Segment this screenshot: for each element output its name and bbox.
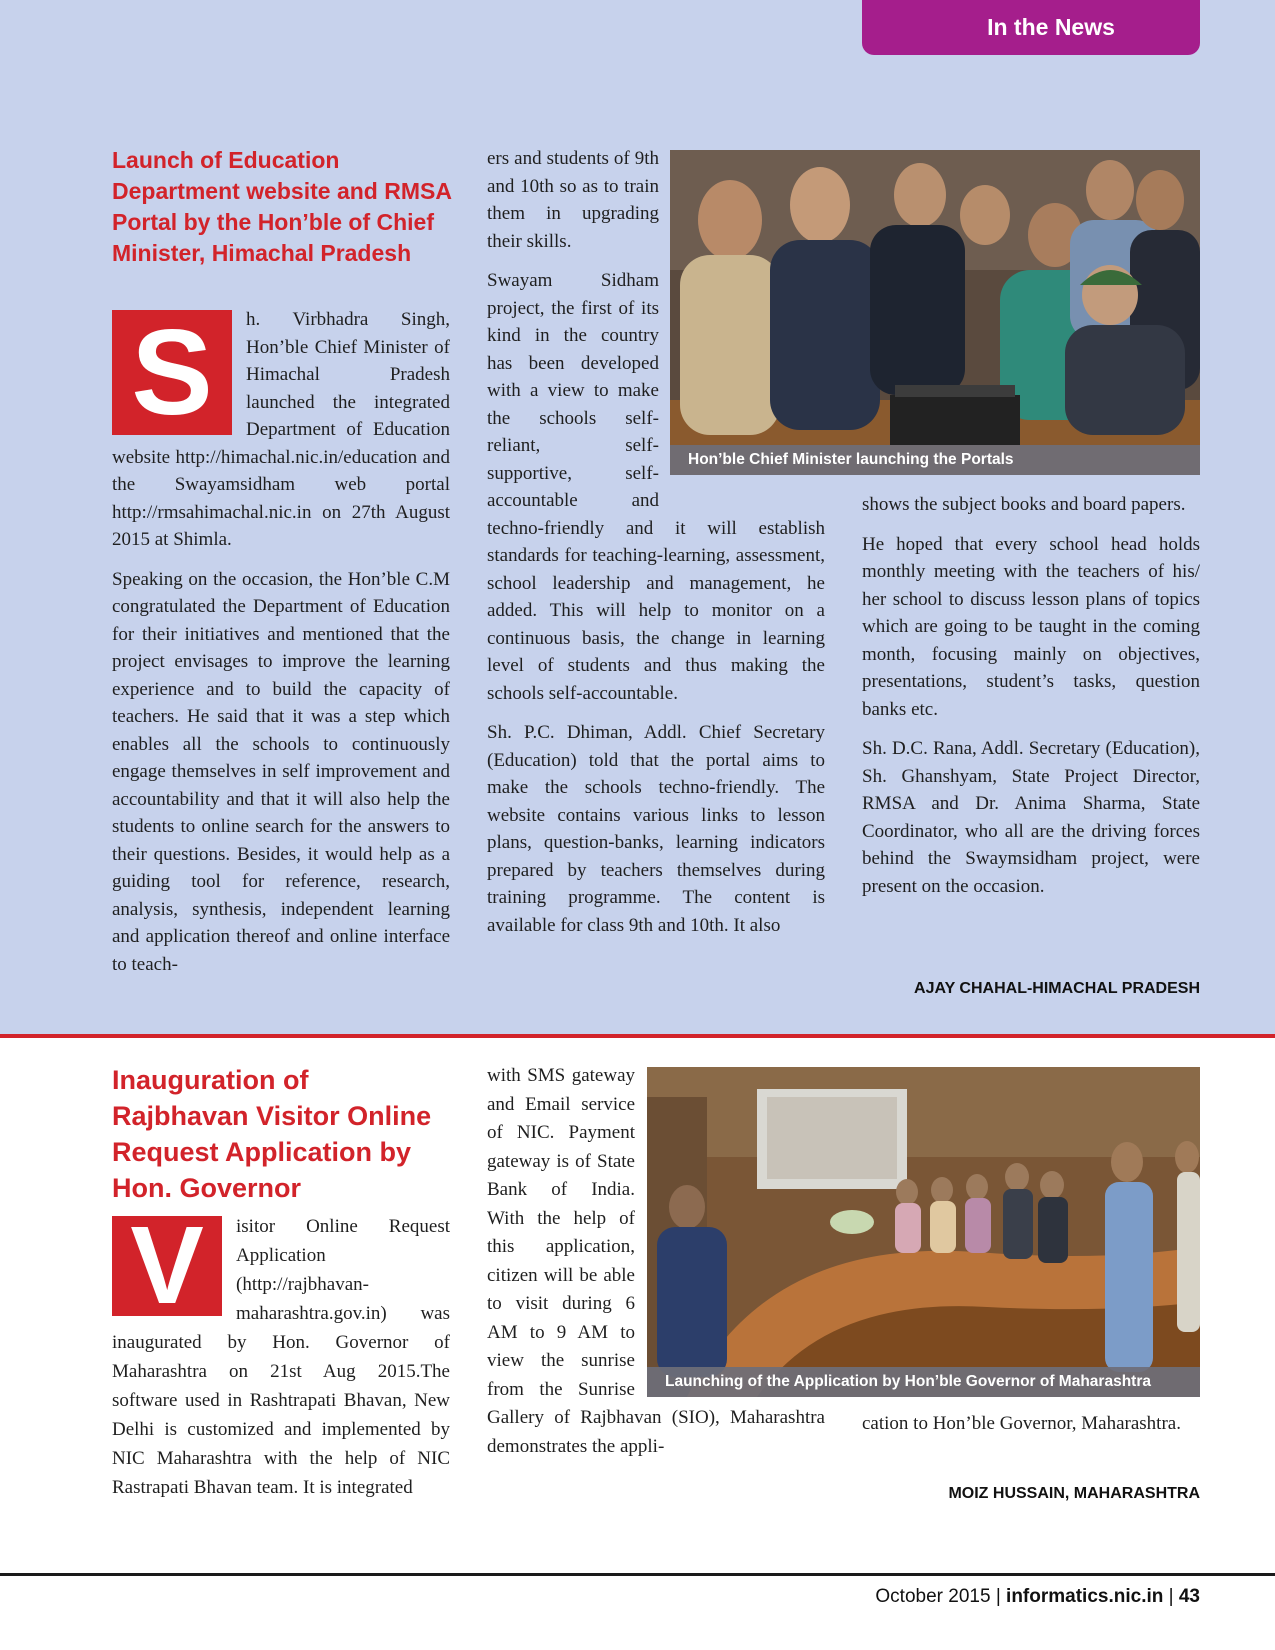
- footer-site: informatics.nic.in: [1006, 1586, 1164, 1607]
- article1-photo-spacer: [659, 267, 825, 497]
- article1-col3-para3: Sh. D.C. Rana, Addl. Secretary (Education), Sh. Ghanshyam, State Project Director, RMSA and Dr. Anima Sharma, State Coordinator, who all are the driving forces behind the Swaymsidham project, were present on the occasion.: [862, 738, 1200, 897]
- article2-column-3: [862, 1407, 1200, 1452]
- article2-col1-para1: isitor Online Request Application (http://rajbhavan-maharashtra.gov.in) was inaugurated by Hon. Governor of Maharashtra on 21st Aug 2015.The software used in Rashtrapati Bhavan, New Delhi is customized and implemented by NIC Maharashtra with the help of NIC Rastrapati Bhavan team. It is integrated: [112, 1216, 450, 1498]
- footer-separator-1: |: [995, 1586, 1007, 1607]
- article1-column-1: [112, 306, 450, 990]
- article2-column-1: [112, 1204, 450, 1514]
- page-footer: [875, 1579, 1200, 1615]
- article2-headline: Inauguration of Rajbhavan Visitor Online Request Application by Hon. Governor: [112, 1065, 432, 1203]
- footer-page-number: 43: [1178, 1586, 1200, 1607]
- article1-column-2: [487, 267, 825, 951]
- article1-headline: Launch of Education Department website and RMSA Portal by the Hon’ble of Chief Minister, Himachal Pradesh: [112, 147, 452, 266]
- article2-column-2-top: [487, 1062, 825, 1461]
- article2-col2-para1: with SMS gateway and Email service of NIC. Payment gateway is of State Bank of India. With the help of this application, citizen will be able to visit during 6 AM to 9 AM to view the sunrise from the Sunrise Gallery of Rajbhavan (SIO), Maharashtra demonstrates the appli-: [487, 1065, 825, 1457]
- article1-column-2-top: [487, 145, 659, 267]
- article1-col2-para1: ers and students of 9th and 10th so as to train them in upgrading their skills.: [487, 148, 659, 252]
- article1-col1-para2: Speaking on the occasion, the Hon’ble C.M congratulated the Department of Education for their initiatives and mentioned that the project envisages to improve the learning experience and to build the capacity of teachers. He said that it was a step which enables all the schools to continuously engage themselves in self improvement and accountability and that it will also help the students to online search for the answers to their questions. Besides, it would help as a guiding tool for reference, research, analysis, synthesis, independent learning and application thereof and online interface to teach-: [112, 568, 450, 975]
- footer-date: October 2015: [875, 1586, 991, 1607]
- footer-rule: [0, 1573, 1275, 1576]
- article2-col3-para1: cation to Hon’ble Governor, Maharashtra.: [862, 1413, 1181, 1434]
- article1-byline: AJAY CHAHAL-HIMACHAL PRADESH: [914, 980, 1200, 997]
- footer-separator-2: |: [1168, 1586, 1179, 1607]
- article2-photo-caption: Launching of the Application by Hon’ble Governor of Maharashtra: [647, 1367, 1200, 1397]
- article1-col2-para2: Swayam Sidham project, the first of its kind in the country has been developed with a view to make the schools self-reliant, self-supportive, self-accountable and techno-friendly and it will establish standards for teaching-learning, assessment, school leadership and management, he added. This will help to monitor on a continuous basis, the change in learning level of students and thus making the schools self-accountable.: [487, 270, 825, 704]
- section-tab: [862, 0, 1200, 55]
- article1-col2-para3: Sh. P.C. Dhiman, Addl. Chief Secretary (Education) told that the portal aims to make the schools techno-friendly. The website contains various links to lesson plans, question-banks, learning indicators prepared by teachers themselves during training programme. The content is available for class 9th and 10th. It also: [487, 722, 825, 936]
- article1-col3-para1: shows the subject books and board papers.: [862, 494, 1186, 515]
- article1-photo-caption: Hon’ble Chief Minister launching the Portals: [670, 445, 1200, 475]
- article1-dropcap: S: [112, 310, 232, 435]
- section-divider: [0, 1034, 1275, 1038]
- section-label: In the News: [987, 14, 1115, 40]
- article1-column-3: [862, 491, 1200, 912]
- article1-col1-para1: h. Virbhadra Singh, Hon’ble Chief Minister of Himachal Pradesh launched the integrated Department of Education website http://himachal.nic.in/education and the Swayamsidham web portal http://rmsahimachal.nic.in on 27th August 2015 at Shimla.: [112, 309, 450, 550]
- article2-photo-spacer: [635, 1062, 825, 1400]
- article1-col3-para2: He hoped that every school head holds monthly meeting with the teachers of his/ her school to discuss lesson plans of topics which are going to be taught in the coming month, focusing mainly on objectives, presentations, student’s tasks, question banks etc.: [862, 533, 1200, 720]
- article2-dropcap: V: [112, 1216, 222, 1316]
- article2-byline: MOIZ HUSSAIN, MAHARASHTRA: [948, 1485, 1200, 1502]
